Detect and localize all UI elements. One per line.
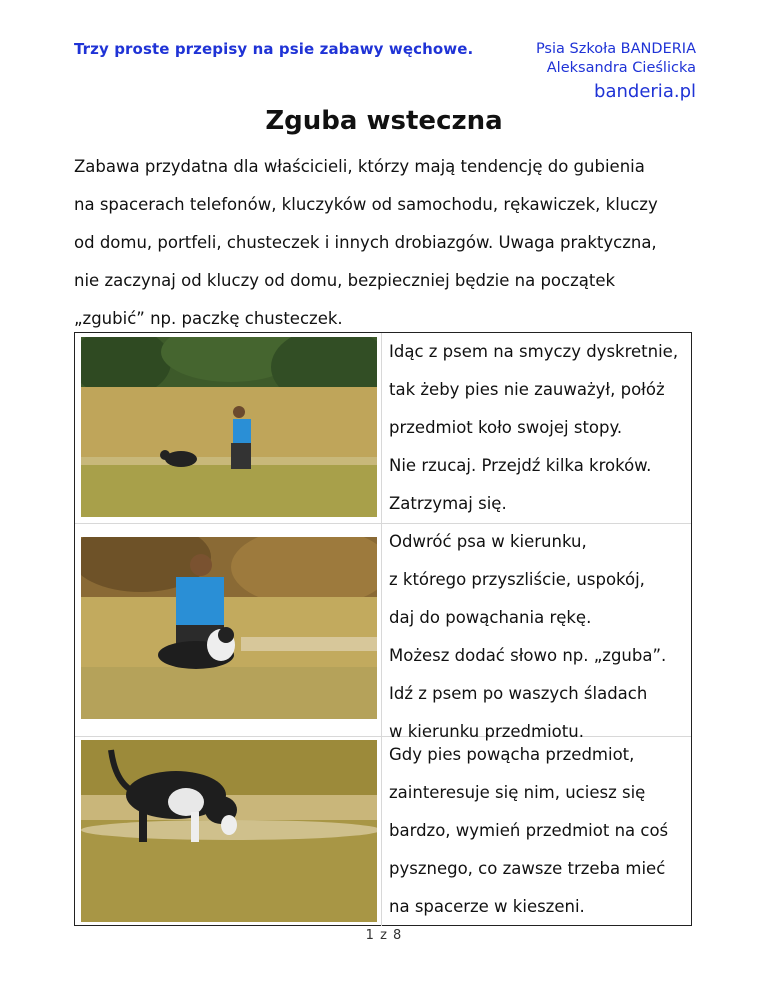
step-line: Idąc z psem na smyczy dyskretnie, <box>389 342 679 361</box>
step-line: w kierunku przedmiotu. <box>389 722 584 741</box>
step-2-photo <box>81 537 377 719</box>
school-info <box>536 40 696 101</box>
step-line: tak żeby pies nie zauważył, połóż <box>389 380 665 399</box>
step-3-text <box>389 736 689 926</box>
page-number: 1 z 8 <box>365 928 403 943</box>
step-line: Zatrzymaj się. <box>389 494 507 513</box>
step-line: pysznego, co zawsze trzeba mieć <box>389 859 666 878</box>
step-line: Odwróć psa w kierunku, <box>389 532 587 551</box>
cell-divider <box>381 333 382 523</box>
step-2-text <box>389 523 689 751</box>
step-line: Gdy pies powącha przedmiot, <box>389 745 635 764</box>
step-line: Nie rzucaj. Przejdź kilka kroków. <box>389 456 652 475</box>
intro-line: na spacerach telefonów, kluczyków od samochodu, rękawiczek, kluczy <box>74 195 658 214</box>
cell-divider <box>381 523 382 736</box>
intro-line: nie zaczynaj od kluczy od domu, bezpieczniej będzie na początek <box>74 271 616 290</box>
step-row-2 <box>75 523 691 741</box>
step-1-text <box>389 333 689 523</box>
step-line: Możesz dodać słowo np. „zguba”. <box>389 646 667 665</box>
cell-divider <box>381 736 382 926</box>
step-row-3 <box>75 736 691 926</box>
step-line: zainteresuje się nim, uciesz się <box>389 783 646 802</box>
intro-line: „zgubić” np. paczkę chusteczek. <box>74 309 343 328</box>
intro-line: od domu, portfeli, chusteczek i innych drobiazgów. Uwaga praktyczna, <box>74 233 657 252</box>
intro-line: Zabawa przydatna dla właścicieli, którzy mają tendencję do gubienia <box>74 157 645 176</box>
step-1-photo <box>81 337 377 517</box>
step-3-photo <box>81 740 377 922</box>
step-line: Idź z psem po waszych śladach <box>389 684 648 703</box>
intro-paragraph <box>74 148 704 338</box>
document-header-title: Trzy proste przepisy na psie zabawy węchowe. <box>74 40 474 58</box>
school-name: Psia Szkoła BANDERIA <box>535 41 696 57</box>
step-line: na spacerze w kieszeni. <box>389 897 585 916</box>
step-line: bardzo, wymień przedmiot na coś <box>389 821 669 840</box>
step-line: z którego przyszliście, uspokój, <box>389 570 645 589</box>
step-line: przedmiot koło swojej stopy. <box>389 418 623 437</box>
author-name: Aleksandra Cieślicka <box>546 60 696 76</box>
step-line: daj do powąchania rękę. <box>389 608 592 627</box>
step-row-1 <box>75 333 691 524</box>
website-link[interactable]: banderia.pl <box>594 81 696 102</box>
page-title: Zguba wsteczna <box>265 106 503 136</box>
steps-table <box>74 332 692 926</box>
